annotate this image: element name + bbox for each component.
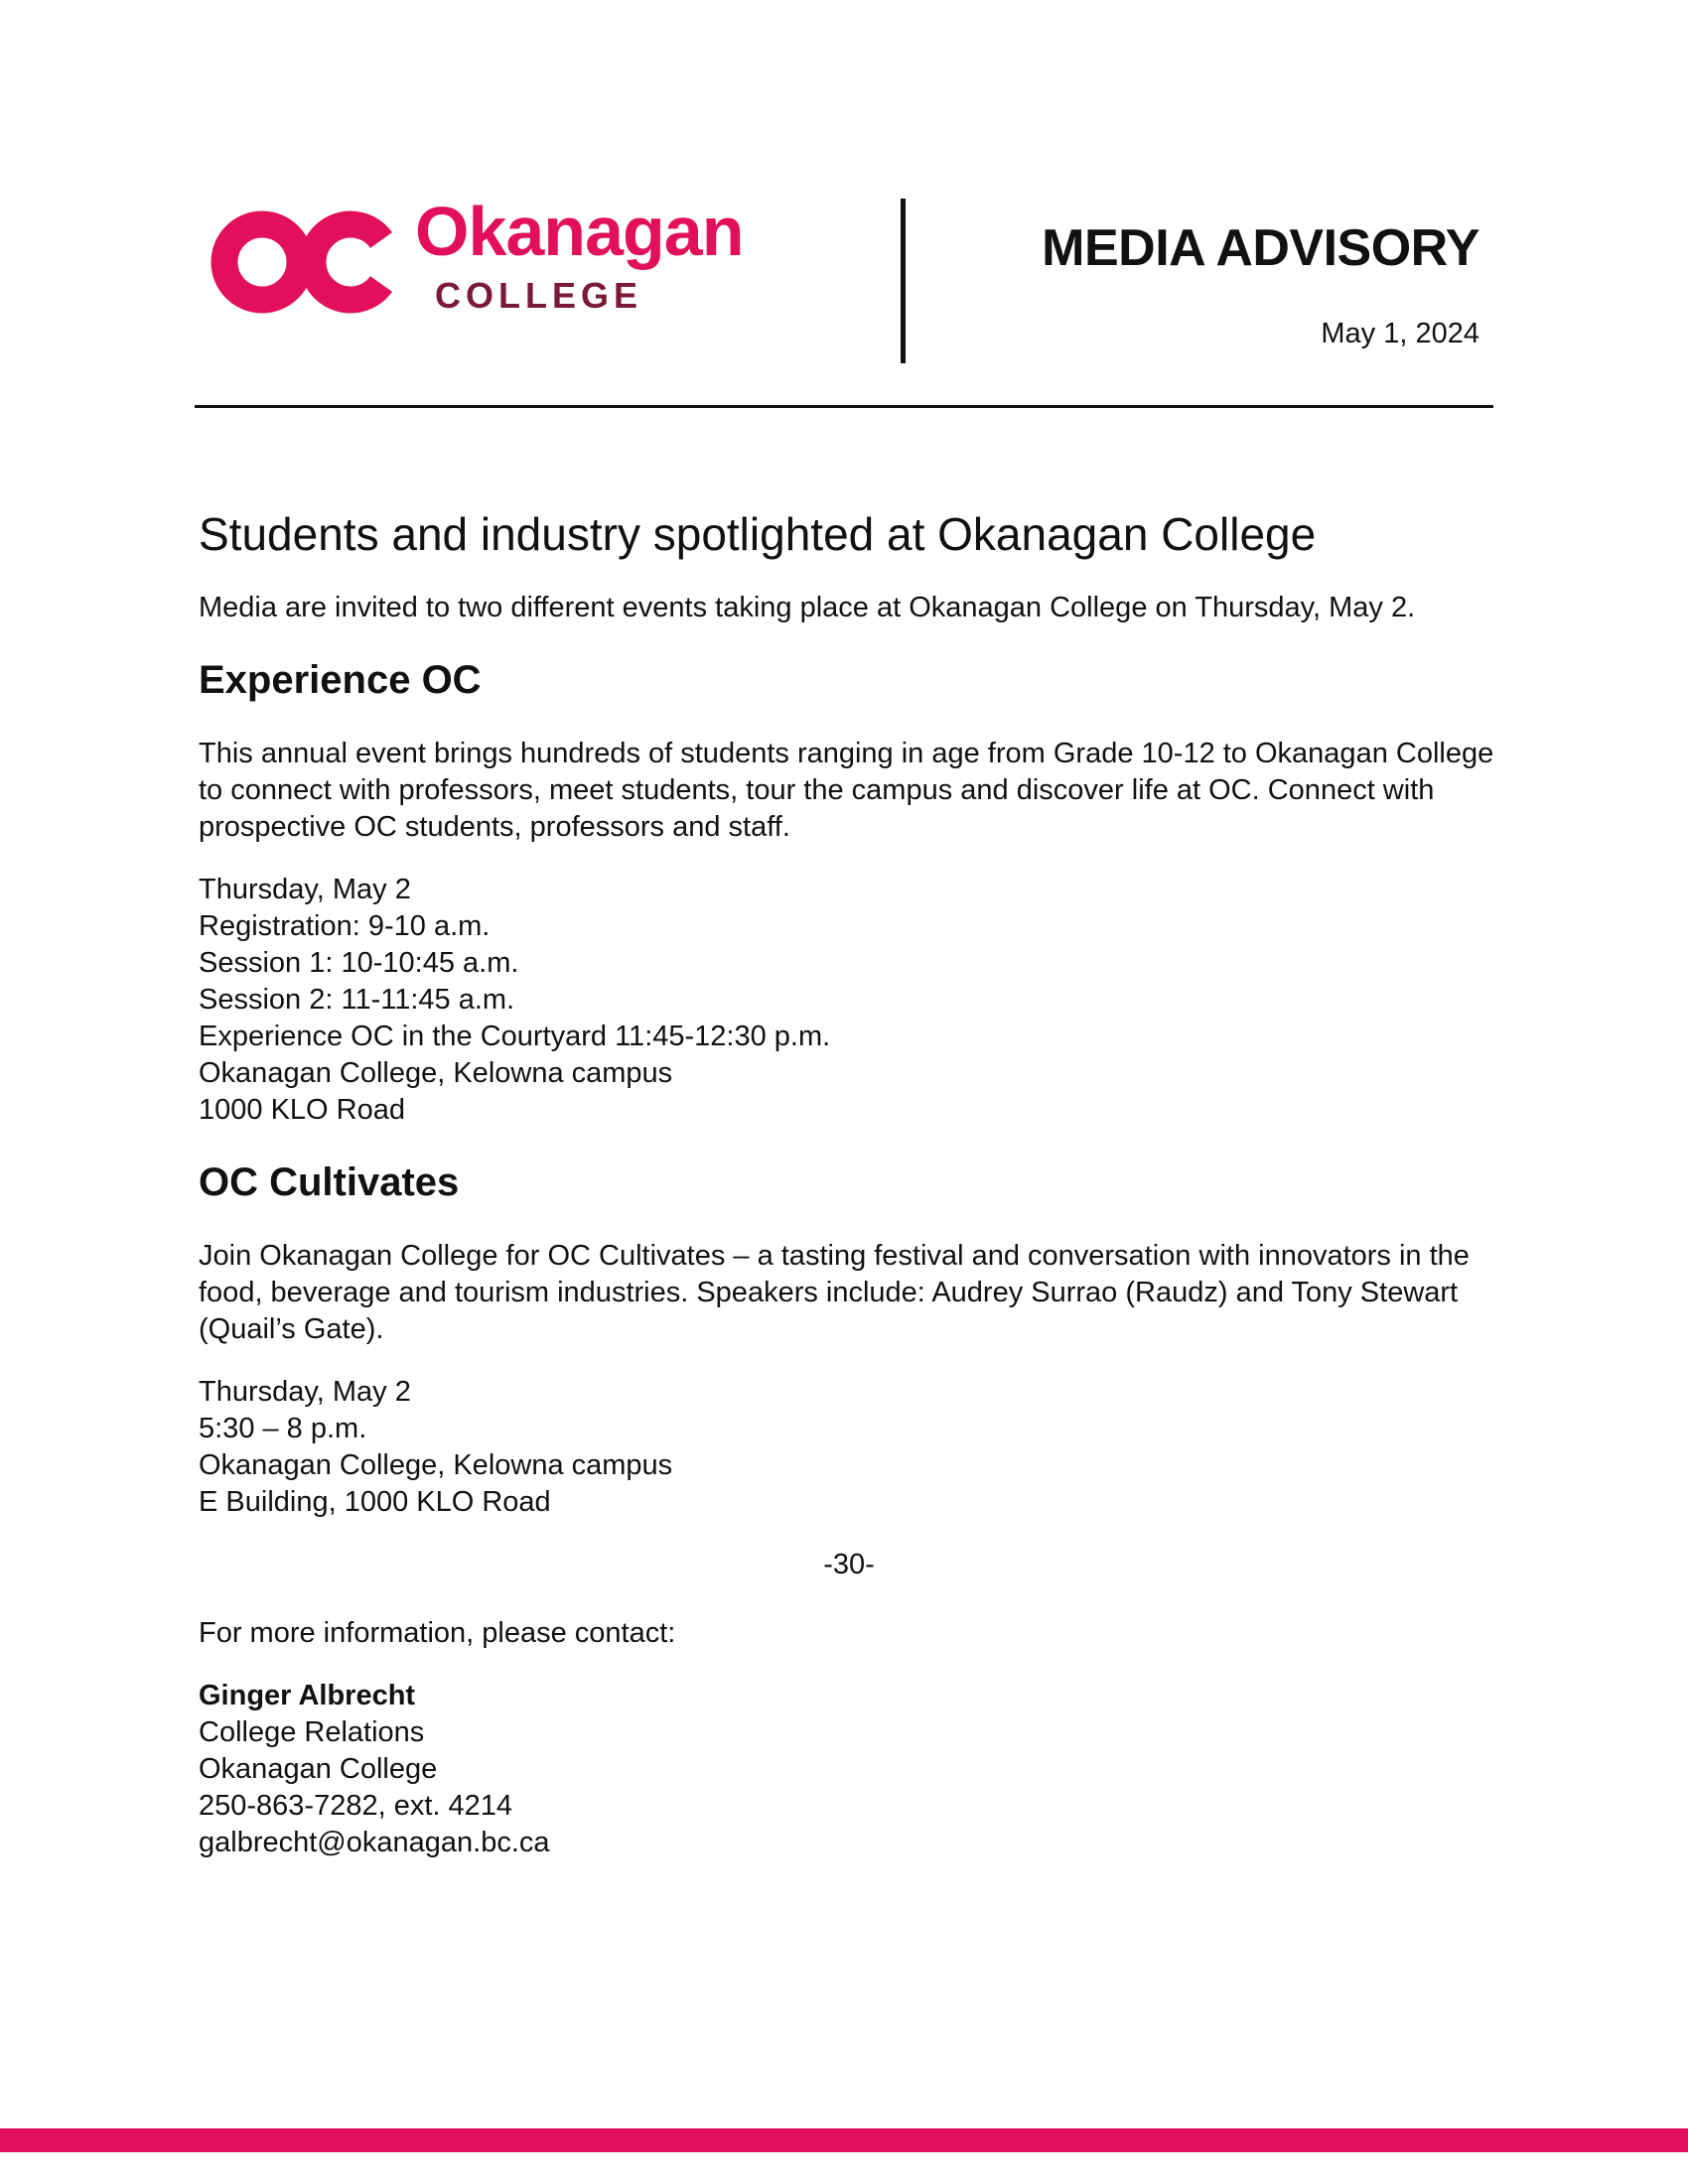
- logo-wordmark: Okanagan: [415, 193, 744, 270]
- event-details: [199, 872, 1499, 1129]
- event-detail-line: Thursday, May 2: [199, 874, 411, 905]
- section-heading: OC Cultivates: [199, 1160, 460, 1204]
- contact-intro: For more information, please contact:: [199, 1617, 676, 1649]
- intro-paragraph: Media are invited to two different events taking place at Okanagan College on Thursday, May 2.: [199, 592, 1416, 623]
- event-detail-line: Session 2: 11-11:45 a.m.: [199, 984, 515, 1016]
- section-body: This annual event brings hundreds of students ranging in age from Grade 10-12 to Okanagan College to connect with professors, meet students, tour the campus and discover life at OC. Connect with prospective OC students, professors and staff.: [199, 738, 1494, 843]
- header-rule: [195, 405, 1493, 408]
- section-heading: Experience OC: [199, 658, 482, 702]
- event-detail-line: 1000 KLO Road: [199, 1094, 405, 1126]
- section-body: Join Okanagan College for OC Cultivates – a tasting festival and conversation with innovators in the food, beverage and tourism industries. Speakers include: Audrey Surrao (Raudz) and Tony Stewart (Quail’s Gate).: [199, 1240, 1470, 1345]
- advisory-body: [199, 502, 1499, 1887]
- contact-block: [199, 1678, 1499, 1861]
- advisory-date: May 1, 2024: [1321, 318, 1479, 349]
- contact-email[interactable]: galbrecht@okanagan.bc.ca: [199, 1827, 550, 1858]
- event-detail-line: 5:30 – 8 p.m.: [199, 1413, 367, 1444]
- event-detail-line: E Building, 1000 KLO Road: [199, 1486, 551, 1518]
- event-detail-line: Okanagan College, Kelowna campus: [199, 1057, 673, 1089]
- footer-accent-bar: [0, 2128, 1688, 2152]
- event-detail-line: Session 1: 10-10:45 a.m.: [199, 947, 519, 979]
- headline: Students and industry spotlighted at Okanagan College: [199, 508, 1317, 560]
- event-details: [199, 1374, 1499, 1521]
- event-detail-line: Thursday, May 2: [199, 1376, 411, 1408]
- event-detail-line: Registration: 9-10 a.m.: [199, 910, 491, 942]
- contact-name: Ginger Albrecht: [199, 1680, 416, 1711]
- header-divider: [901, 199, 906, 363]
- contact-organization: Okanagan College: [199, 1753, 438, 1785]
- okanagan-college-logo: [211, 193, 786, 318]
- event-detail-line: Okanagan College, Kelowna campus: [199, 1449, 673, 1481]
- media-advisory-title: MEDIA ADVISORY: [1042, 219, 1479, 277]
- section-experience-oc: [199, 652, 1499, 1129]
- section-oc-cultivates: [199, 1155, 1499, 1521]
- event-detail-line: Experience OC in the Courtyard 11:45-12:30 p.m.: [199, 1021, 831, 1052]
- oc-logo-mark-icon: [211, 210, 395, 314]
- logo-subtitle: COLLEGE: [435, 275, 643, 316]
- end-marker: -30-: [823, 1549, 875, 1580]
- contact-department: College Relations: [199, 1716, 425, 1748]
- contact-phone: 250-863-7282, ext. 4214: [199, 1790, 513, 1822]
